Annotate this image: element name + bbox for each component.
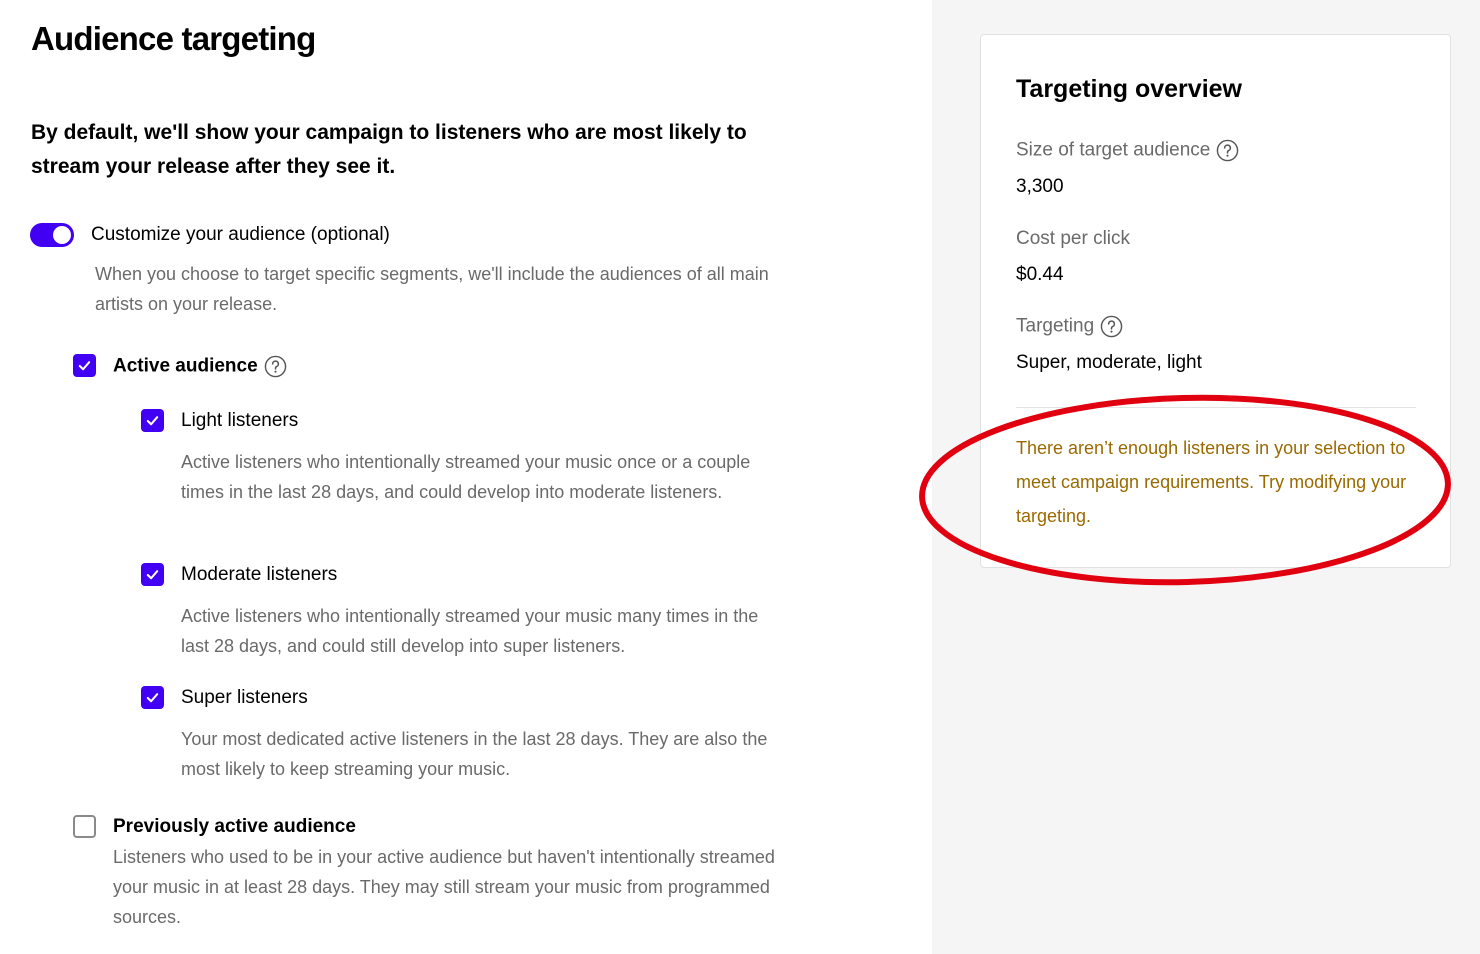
audience-size-value: 3,300 [1016, 176, 1064, 197]
light-listeners-description: Active listeners who intentionally streamed your music once or a couple times in the last 28 days, and could develop into moderate listeners. [181, 452, 751, 502]
help-icon[interactable] [1100, 315, 1123, 338]
moderate-listeners-description: Active listeners who intentionally streamed your music many times in the last 28 days, and could still develop into super listeners. [181, 606, 759, 656]
targeting-overview-card [980, 34, 1451, 568]
customize-audience-toggle[interactable] [30, 223, 74, 247]
previously-active-audience-description: Listeners who used to be in your active audience but haven't intentionally streamed your music in at least 28 days. They may still stream your music from programmed sources. [113, 847, 775, 927]
cost-per-click-value: $0.44 [1016, 264, 1064, 285]
help-icon[interactable] [264, 355, 287, 378]
toggle-knob [53, 226, 71, 244]
checkmark-icon [145, 413, 160, 428]
checkmark-icon [145, 690, 160, 705]
light-listeners-checkbox[interactable] [141, 409, 164, 432]
targeting-label: Targeting [1016, 315, 1095, 337]
page-title: Audience targeting [31, 20, 316, 57]
previously-active-audience-checkbox[interactable] [73, 815, 96, 838]
warning-message: There aren’t enough listeners in your selection to meet campaign requirements. Try modifying your targeting. [1016, 438, 1407, 526]
customize-audience-label: Customize your audience (optional) [91, 224, 390, 245]
super-listeners-description: Your most dedicated active listeners in the last 28 days. They are also the most likely to keep streaming your music. [181, 729, 768, 779]
audience-size-row [1016, 139, 1239, 162]
cost-per-click-label: Cost per click [1016, 228, 1131, 249]
targeting-row [1016, 315, 1123, 338]
checkmark-icon [145, 567, 160, 582]
moderate-listeners-checkbox[interactable] [141, 563, 164, 586]
super-listeners-label: Super listeners [181, 687, 308, 708]
targeting-overview-title: Targeting overview [1016, 75, 1242, 103]
divider [1016, 407, 1416, 408]
super-listeners-checkbox[interactable] [141, 686, 164, 709]
active-audience-label: Active audience [113, 355, 258, 377]
targeting-value: Super, moderate, light [1016, 352, 1202, 373]
active-audience-checkbox[interactable] [73, 354, 96, 377]
active-audience-row [113, 355, 287, 378]
checkmark-icon [77, 358, 92, 373]
customize-audience-description: When you choose to target specific segments, we'll include the audiences of all main artists on your release. [95, 264, 769, 314]
audience-size-label: Size of target audience [1016, 139, 1211, 161]
moderate-listeners-label: Moderate listeners [181, 564, 338, 585]
intro-text: By default, we'll show your campaign to listeners who are most likely to stream your release after they see it. [31, 121, 747, 178]
help-icon[interactable] [1216, 139, 1239, 162]
light-listeners-label: Light listeners [181, 410, 299, 431]
previously-active-audience-label: Previously active audience [113, 816, 356, 837]
